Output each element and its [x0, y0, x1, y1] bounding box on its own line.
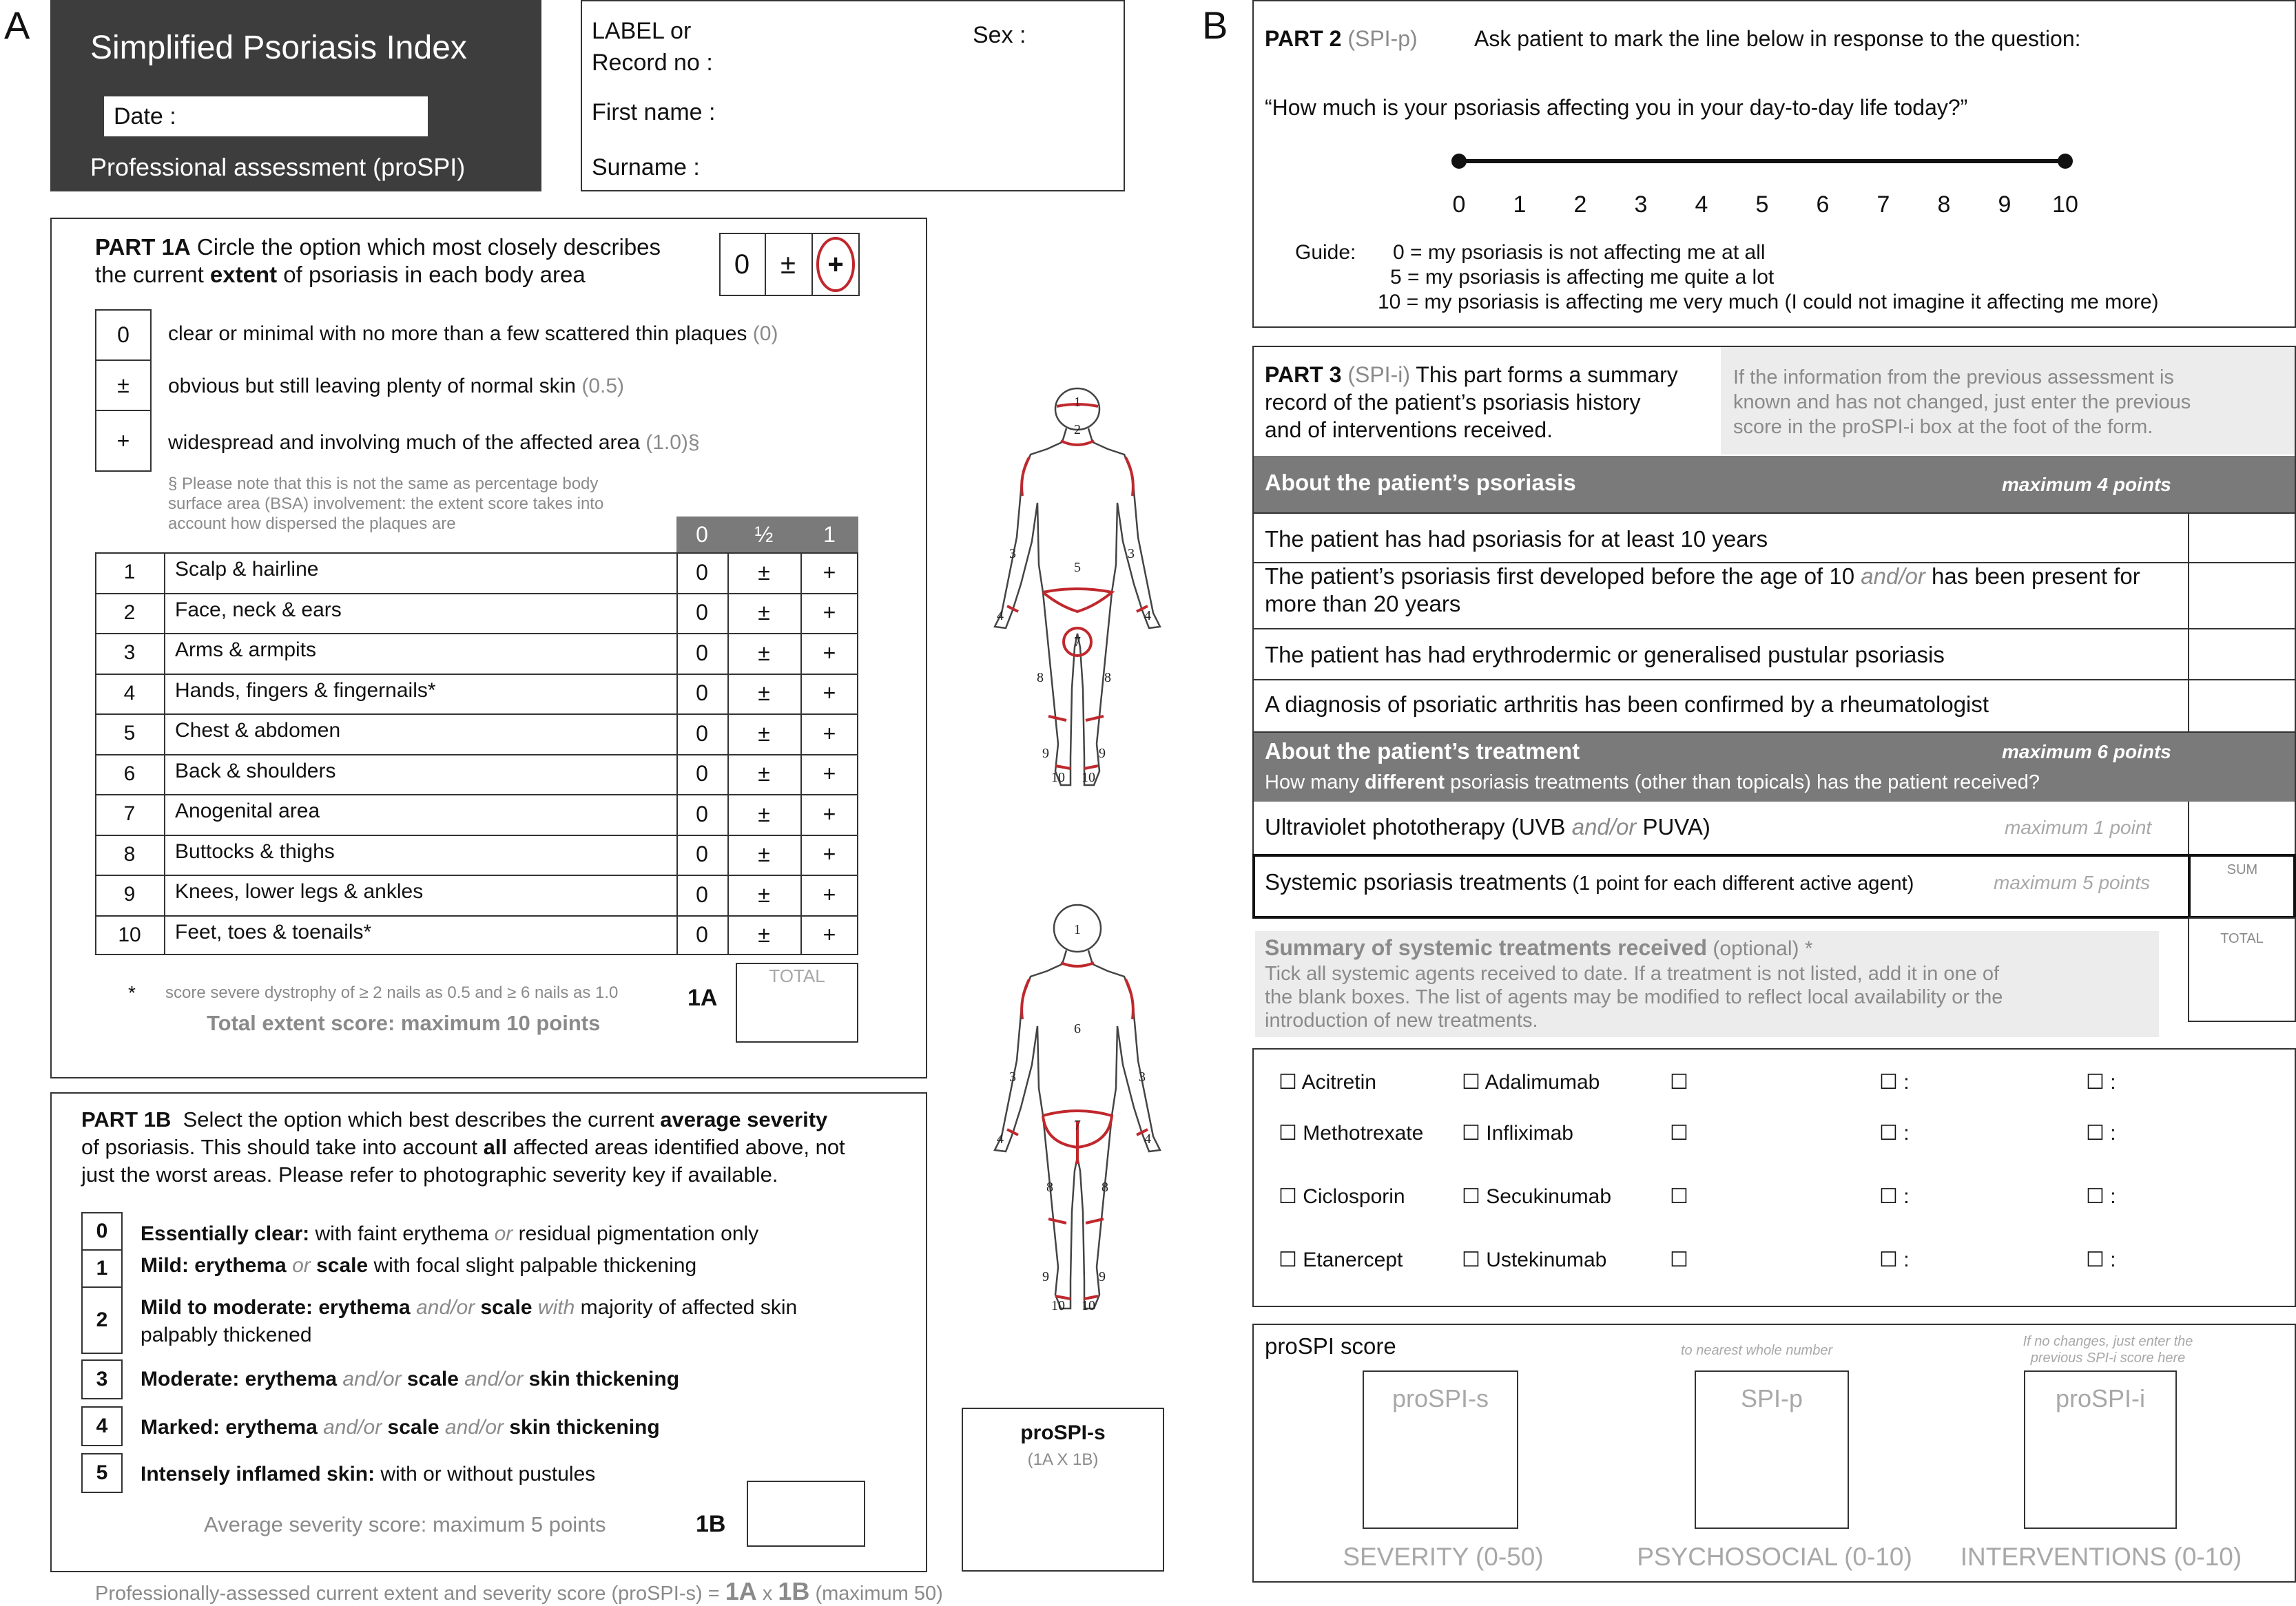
- spi-p-note: to nearest whole number: [1681, 1343, 1833, 1358]
- agent-checkbox[interactable]: ☐ Etanercept: [1279, 1249, 1403, 1271]
- psychosocial-label: PSYCHOSOCIAL (0-10): [1637, 1543, 1912, 1571]
- agent-checkbox[interactable]: ☐: [1670, 1249, 1688, 1271]
- label-or: LABEL or: [592, 18, 692, 44]
- part1b-line3: just the worst areas. Please refer to photographic severity key if available.: [81, 1162, 778, 1187]
- body-region-number: 10: [1082, 1298, 1095, 1313]
- agent-checkbox[interactable]: ☐ Adalimumab: [1462, 1071, 1600, 1094]
- body-region-number: 9: [1099, 746, 1106, 761]
- summary-text-1: Tick all systemic agents received to date. If a treatment is not listed, add it in one of: [1265, 963, 2000, 985]
- body-region-number: 9: [1042, 746, 1049, 761]
- spi-p-score-box[interactable]: [1695, 1370, 1849, 1529]
- score-title: proSPI score: [1265, 1333, 1396, 1359]
- sum-label: SUM: [2226, 862, 2258, 877]
- part2-instruction: Ask patient to mark the line below in response to the question:: [1474, 26, 2081, 51]
- part1a-heading: PART 1A Circle the option which most closely describes: [95, 234, 661, 260]
- sex-field[interactable]: Sex :: [973, 22, 1026, 48]
- first-name-field[interactable]: First name :: [592, 99, 716, 125]
- table-option-cell[interactable]: +: [823, 640, 836, 665]
- part1b-line2: of psoriasis. This should take into account all affected areas identified above, not: [81, 1135, 845, 1159]
- total-1a-box[interactable]: [736, 963, 858, 1043]
- about-treatment-title: About the patient’s treatment: [1265, 738, 1580, 764]
- agent-checkbox[interactable]: ☐ :: [2086, 1122, 2116, 1145]
- guide-10: 10 = my psoriasis is affecting me very much (I could not imagine it affecting me more): [1378, 291, 2159, 313]
- agent-checkbox[interactable]: ☐ Methotrexate: [1279, 1122, 1424, 1145]
- body-region-number: 7: [1074, 1118, 1081, 1133]
- total-1a-label: TOTAL: [769, 966, 825, 986]
- table-col-header: 1: [823, 521, 836, 547]
- key-sym-pm: ±: [95, 359, 152, 411]
- agent-checkbox[interactable]: ☐ :: [1879, 1185, 1910, 1208]
- part3-intro2: record of the patient’s psoriasis history: [1265, 390, 1641, 415]
- body-region-number: 10: [1051, 770, 1065, 785]
- body-region-number: 8: [1037, 670, 1044, 685]
- key-text-0: clear or minimal with no more than a few scattered thin plaques (0): [168, 322, 778, 345]
- footnote-star: *: [128, 982, 136, 1003]
- uv-row: Ultraviolet phototherapy (UVB and/or PUVA): [1265, 814, 1710, 840]
- table-option-cell[interactable]: +: [823, 680, 836, 706]
- part2-question: “How much is your psoriasis affecting you in your day-to-day life today?”: [1265, 95, 1968, 120]
- table-row-area: Feet, toes & toenails*: [175, 920, 372, 943]
- prospi-s-score-box[interactable]: [1363, 1370, 1518, 1529]
- history-row-4: A diagnosis of psoriatic arthritis has been confirmed by a rheumatologist: [1265, 691, 1989, 717]
- agent-checkbox[interactable]: ☐ :: [1879, 1122, 1910, 1145]
- table-option-cell[interactable]: +: [823, 842, 836, 867]
- severity-5-text: Intensely inflamed skin: with or without pustules: [141, 1463, 596, 1485]
- part3-note2: known and has not changed, just enter the previous: [1733, 391, 2191, 413]
- vas-tick-label: 8: [1937, 191, 1951, 218]
- max4-label: maximum 4 points: [2002, 474, 2171, 495]
- table-option-cell[interactable]: +: [823, 761, 836, 786]
- vas-tick-label: 6: [1816, 191, 1830, 218]
- vas-tick-label: 7: [1876, 191, 1890, 218]
- agent-checkbox[interactable]: ☐ Ciclosporin: [1279, 1185, 1405, 1208]
- agent-checkbox[interactable]: ☐ :: [2086, 1249, 2116, 1271]
- panel-label-b: B: [1202, 3, 1228, 47]
- table-option-cell[interactable]: ±: [758, 761, 770, 786]
- guide-0: 0 = my psoriasis is not affecting me at all: [1393, 241, 1766, 264]
- score-1b-box[interactable]: [747, 1481, 865, 1547]
- total-3-box[interactable]: [2188, 917, 2296, 1022]
- body-region-number: 8: [1104, 670, 1111, 685]
- surname-field[interactable]: Surname :: [592, 154, 700, 180]
- severity-2-text: Mild to moderate: erythema and/or scale with majority of affected skin: [141, 1296, 798, 1319]
- agent-checkbox[interactable]: ☐ Secukinumab: [1462, 1185, 1612, 1208]
- body-region-number: 8: [1046, 1180, 1053, 1195]
- part3-note1: If the information from the previous assessment is: [1733, 366, 2174, 388]
- agent-checkbox[interactable]: ☐: [1670, 1185, 1688, 1208]
- table-option-cell[interactable]: 0: [696, 922, 708, 948]
- body-region-number: 3: [1009, 546, 1016, 561]
- table-option-cell[interactable]: +: [823, 922, 836, 948]
- agent-checkbox[interactable]: ☐ :: [1879, 1249, 1910, 1271]
- body-region-number: 4: [1144, 608, 1151, 623]
- severity-4-text: Marked: erythema and/or scale and/or skin thickening: [141, 1416, 660, 1439]
- history-row-2: The patient’s psoriasis first developed before the age of 10 and/or has been present for: [1265, 563, 2140, 589]
- body-region-number: 1: [1074, 395, 1081, 410]
- table-option-cell[interactable]: 0: [696, 559, 708, 585]
- table-option-cell[interactable]: 0: [696, 720, 708, 746]
- table-option-cell[interactable]: 0: [696, 842, 708, 867]
- table-row-number: 9: [123, 883, 136, 906]
- legend-plusminus: ±: [780, 249, 796, 280]
- severity-5-box[interactable]: 5: [81, 1453, 123, 1493]
- table-option-cell[interactable]: 0: [696, 640, 708, 665]
- vas-tick-label: 1: [1513, 191, 1527, 218]
- bsa-note: § Please note that this is not the same as percentage body surface area (BSA) involvement: the extent score takes into account how dispersed the plaques are: [168, 474, 604, 533]
- body-region-number: 8: [1102, 1180, 1108, 1195]
- body-region-number: 6: [1074, 1021, 1081, 1036]
- body-region-number: 4: [1144, 1132, 1151, 1147]
- sum-box[interactable]: [2188, 854, 2296, 919]
- record-no[interactable]: Record no :: [592, 50, 713, 76]
- table-option-cell[interactable]: ±: [758, 600, 770, 625]
- table-option-cell[interactable]: +: [823, 559, 836, 585]
- key-text-pm: obvious but still leaving plenty of normal skin (0.5): [168, 375, 625, 397]
- avg-severity-label: Average severity score: maximum 5 points: [204, 1512, 606, 1536]
- severity-1-box[interactable]: 1: [81, 1249, 123, 1288]
- spi-i-note: If no changes, just enter the previous SPI-i score here: [2023, 1334, 2193, 1366]
- table-row-area: Face, neck & ears: [175, 598, 342, 621]
- vas-tick-label: 10: [2052, 191, 2078, 218]
- table-option-cell[interactable]: ±: [758, 882, 770, 907]
- body-region-number: 1: [1074, 922, 1081, 937]
- table-option-cell[interactable]: ±: [758, 801, 770, 826]
- vas-tick-label: 2: [1573, 191, 1587, 218]
- prospi-s-box[interactable]: [962, 1408, 1164, 1572]
- table-row-number: 1: [123, 561, 136, 584]
- table-option-cell[interactable]: ±: [758, 842, 770, 867]
- table-row-area: Hands, fingers & fingernails*: [175, 678, 436, 702]
- table-option-cell[interactable]: 0: [696, 801, 708, 826]
- panel-label-a: A: [4, 3, 30, 47]
- history-row-1: The patient has had psoriasis for at least 10 years: [1265, 526, 1768, 552]
- body-back-diagram: [944, 902, 1185, 1370]
- body-region-number: 4: [997, 608, 1004, 623]
- table-option-cell[interactable]: ±: [758, 640, 770, 665]
- severity-2-box[interactable]: 2: [81, 1286, 123, 1354]
- part3-heading: PART 3 (SPI-i) This part forms a summary: [1265, 362, 1678, 387]
- patient-id-box: [581, 0, 1125, 191]
- prospi-s-formula: (1A X 1B): [1027, 1450, 1099, 1469]
- vas-tick-label: 9: [1998, 191, 2011, 218]
- circled-example-icon: [814, 234, 857, 295]
- history-row-2-line2: more than 20 years: [1265, 591, 1461, 616]
- table-row-number: 4: [123, 681, 136, 705]
- severity-2-text-line2: palpably thickened: [141, 1324, 312, 1346]
- body-region-number: 3: [1009, 1070, 1016, 1085]
- max1-label: maximum 1 point: [2005, 817, 2152, 838]
- body-region-number: 4: [997, 1132, 1004, 1147]
- table-option-cell[interactable]: 0: [696, 600, 708, 625]
- body-region-number: 10: [1082, 770, 1095, 785]
- severity-1-text: Mild: erythema or scale with focal slight palpable thickening: [141, 1254, 697, 1277]
- body-region-number: 3: [1128, 546, 1135, 561]
- summary-panel: [1255, 931, 2159, 1037]
- table-option-cell[interactable]: +: [823, 720, 836, 746]
- body-region-number: 2: [1074, 422, 1081, 437]
- table-col-header: 0: [696, 521, 708, 547]
- table-option-cell[interactable]: 0: [696, 761, 708, 786]
- table-row-area: Buttocks & thighs: [175, 840, 335, 863]
- vas-tick-label: 0: [1452, 191, 1466, 218]
- body-region-number: 9: [1042, 1269, 1049, 1284]
- prospi-s-title: proSPI-s: [1020, 1421, 1106, 1444]
- table-row-area: Arms & armpits: [175, 638, 317, 662]
- agent-checkbox[interactable]: ☐ Acitretin: [1279, 1071, 1376, 1094]
- agent-checkbox[interactable]: ☐ :: [2086, 1185, 2116, 1208]
- date-label: Date :: [114, 103, 176, 129]
- severity-label: SEVERITY (0-50): [1343, 1543, 1544, 1571]
- key-sym-plus: +: [95, 410, 152, 472]
- title-box: [50, 0, 541, 191]
- about-psoriasis-title: About the patient’s psoriasis: [1265, 470, 1576, 495]
- key-text-plus: widespread and involving much of the affected area (1.0)§: [168, 431, 700, 454]
- table-option-cell[interactable]: 0: [696, 882, 708, 907]
- about-psoriasis-header: [1254, 456, 2295, 512]
- body-region-number: 9: [1099, 1269, 1106, 1284]
- summary-title: Summary of systemic treatments received (optional) *: [1265, 935, 1813, 960]
- tag-1a: 1A: [687, 985, 718, 1011]
- key-sym-0: 0: [95, 309, 152, 361]
- vas-tick-label: 4: [1695, 191, 1708, 218]
- part3-note3: score in the proSPI-i box at the foot of the form.: [1733, 416, 2153, 438]
- agent-checkbox[interactable]: ☐: [1670, 1071, 1688, 1094]
- guide-label: Guide:: [1295, 241, 1356, 264]
- table-option-cell[interactable]: +: [823, 801, 836, 826]
- part3-intro3: and of interventions received.: [1265, 417, 1553, 442]
- body-region-number: 5: [1074, 560, 1081, 575]
- table-option-cell[interactable]: 0: [696, 680, 708, 706]
- table-row-area: Scalp & hairline: [175, 558, 319, 581]
- nail-footnote: score severe dystrophy of ≥ 2 nails as 0.5 and ≥ 6 nails as 1.0: [165, 983, 619, 1002]
- how-many-question: How many different psoriasis treatments (other than topicals) has the patient received?: [1265, 771, 2040, 793]
- body-region-number: 10: [1051, 1298, 1065, 1313]
- body-front-diagram: [944, 386, 1185, 868]
- part2-heading: PART 2 (SPI-p): [1265, 26, 1418, 51]
- history-row-3: The patient has had erythrodermic or generalised pustular psoriasis: [1265, 642, 1945, 667]
- vas-tick-label: 5: [1755, 191, 1769, 218]
- table-row-number: 8: [123, 842, 136, 866]
- max5-label: maximum 5 points: [1994, 872, 2151, 893]
- agent-checkbox[interactable]: ☐: [1670, 1122, 1688, 1145]
- body-region-number: 3: [1139, 1070, 1146, 1085]
- agent-checkbox[interactable]: ☐ :: [2086, 1071, 2116, 1094]
- table-option-cell[interactable]: ±: [758, 559, 770, 585]
- table-row-number: 10: [118, 923, 141, 946]
- table-row-number: 6: [123, 762, 136, 785]
- prospi-s-score-label: proSPI-s: [1392, 1384, 1489, 1412]
- legend-plus: +: [827, 249, 844, 280]
- date-field[interactable]: [104, 96, 428, 136]
- table-option-cell[interactable]: +: [823, 882, 836, 907]
- legend-zero: 0: [734, 249, 750, 280]
- max6-label: maximum 6 points: [2002, 741, 2171, 762]
- total-extent-label: Total extent score: maximum 10 points: [207, 1011, 601, 1035]
- table-row-area: Anogenital area: [175, 800, 320, 823]
- table-row-number: 7: [123, 802, 136, 826]
- part1a-instruction: the current extent of psoriasis in each body area: [95, 262, 586, 287]
- tag-1b: 1B: [696, 1511, 726, 1537]
- table-row-number: 3: [123, 641, 136, 665]
- table-option-cell[interactable]: +: [823, 600, 836, 625]
- total-3-label: TOTAL: [2220, 931, 2264, 946]
- table-option-cell[interactable]: ±: [758, 680, 770, 706]
- table-row-area: Chest & abdomen: [175, 719, 341, 742]
- body-region-number: 7: [1074, 634, 1081, 649]
- agent-checkbox[interactable]: ☐ Infliximab: [1462, 1122, 1573, 1145]
- table-row-number: 2: [123, 601, 136, 624]
- severity-3-text: Moderate: erythema and/or scale and/or skin thickening: [141, 1368, 680, 1390]
- vas-line[interactable]: [1447, 146, 2080, 176]
- table-col-header: ½: [754, 521, 774, 547]
- vas-tick-label: 3: [1634, 191, 1648, 218]
- summary-text-2: the blank boxes. The list of agents may be modified to reflect local availability or the: [1265, 986, 2003, 1008]
- agent-checkbox[interactable]: ☐ Ustekinumab: [1462, 1249, 1607, 1271]
- table-option-cell[interactable]: ±: [758, 720, 770, 746]
- about-treatment-header: [1254, 733, 2295, 802]
- severity-3-box[interactable]: 3: [81, 1359, 123, 1399]
- table-option-cell[interactable]: ±: [758, 922, 770, 948]
- systemic-label: Systemic psoriasis treatments (1 point for each different active agent): [1265, 869, 1914, 895]
- agents-box: [1252, 1048, 2296, 1307]
- table-row-area: Knees, lower legs & ankles: [175, 880, 424, 904]
- table-row-area: Back & shoulders: [175, 759, 336, 782]
- part1b-heading: PART 1B Select the option which best describes the current average severity: [81, 1107, 828, 1132]
- bottom-note: Professionally-assessed current extent and severity score (proSPI-s) = 1A x 1B (maximum 50): [95, 1577, 943, 1605]
- severity-0-box[interactable]: 0: [81, 1212, 123, 1251]
- summary-text-3: introduction of new treatments.: [1265, 1010, 1538, 1032]
- prospi-i-score-box[interactable]: [2024, 1370, 2177, 1529]
- spi-p-score-label: SPI-p: [1740, 1384, 1803, 1412]
- form-subtitle: Professional assessment (proSPI): [90, 153, 466, 181]
- interventions-label: INTERVENTIONS (0-10): [1960, 1543, 2242, 1571]
- severity-0-text: Essentially clear: with faint erythema or residual pigmentation only: [141, 1222, 759, 1245]
- agent-checkbox[interactable]: ☐ :: [1879, 1071, 1910, 1094]
- form-title: Simplified Psoriasis Index: [90, 30, 467, 66]
- table-row-number: 5: [123, 722, 136, 745]
- severity-4-box[interactable]: 4: [81, 1406, 123, 1446]
- guide-5: 5 = my psoriasis is affecting me quite a lot: [1390, 266, 1775, 289]
- prospi-i-score-label: proSPI-i: [2055, 1384, 2146, 1412]
